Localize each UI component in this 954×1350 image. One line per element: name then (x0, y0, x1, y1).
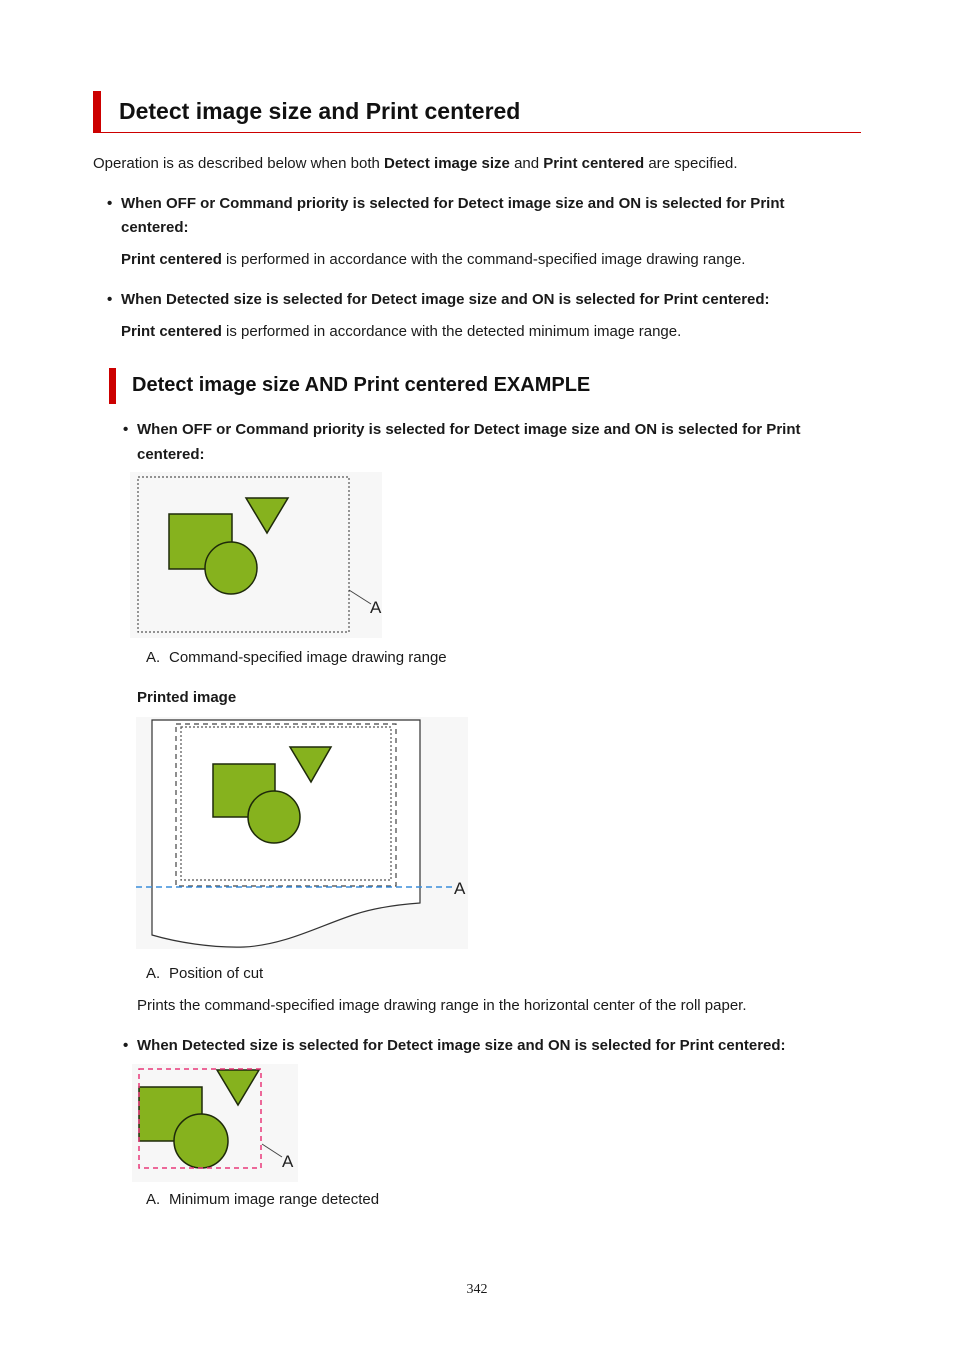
bullet-2-desc (121, 320, 681, 344)
figure-3-caption: Minimum image range detected (169, 1191, 380, 1208)
intro-paragraph (93, 152, 738, 176)
bullet-2-desc-text: is performed in accordance with the detected minimum image range. (221, 323, 682, 340)
intro-text-3: are specified. (644, 155, 738, 172)
heading-accent-bar (93, 91, 101, 133)
bullet-dot: • (107, 291, 113, 308)
circle-shape (248, 791, 300, 843)
figure-2-caption: Position of cut (169, 965, 264, 982)
bullet-1-desc (121, 248, 745, 272)
example-bullet-1-line-2: centered: (137, 446, 205, 463)
page-title: Detect image size and Print centered (119, 98, 521, 124)
figure-3-caption-letter: A. (146, 1191, 161, 1208)
bullet-dot: • (107, 195, 113, 212)
example-bullet-1-line-1: When OFF or Command priority is selected for Detect image size and ON is selected for Print (137, 421, 801, 438)
figure-printed-image (136, 717, 472, 953)
figure-command-range (130, 472, 390, 640)
bullet-2-line-1: When Detected size is selected for Detect image size and ON is selected for Print centered: (121, 291, 770, 308)
bullet-2-desc-bold: Print centered (121, 323, 222, 340)
printed-image-label: Printed image (137, 689, 237, 706)
section-heading: Detect image size AND Print centered EXAMPLE (132, 374, 591, 396)
bullet-dot: • (123, 1037, 129, 1054)
figure-label-a: A (454, 879, 466, 898)
bullet-1-line-2: centered: (121, 219, 189, 236)
figure-2-description: Prints the command-specified image drawing range in the horizontal center of the roll paper. (137, 997, 747, 1014)
page-number: 342 (466, 1282, 488, 1297)
example-bullet-2: When Detected size is selected for Detect image size and ON is selected for Print centered: (137, 1037, 786, 1054)
bullet-1-desc-text: is performed in accordance with the command-specified image drawing range. (221, 251, 746, 268)
figure-detected-range (132, 1064, 302, 1184)
figure-background (130, 472, 382, 638)
subheading-accent-bar (109, 368, 116, 404)
intro-bold-1: Detect image size (384, 155, 510, 172)
heading-rule (101, 132, 861, 133)
figure-1-caption: Command-specified image drawing range (169, 649, 447, 666)
bullet-1-line-1: When OFF or Command priority is selected for Detect image size and ON is selected for Print (121, 195, 785, 212)
intro-text-2: and (509, 155, 544, 172)
circle-shape (174, 1114, 228, 1168)
figure-2-caption-letter: A. (146, 965, 161, 982)
figure-label-a: A (370, 598, 382, 617)
figure-1-caption-letter: A. (146, 649, 161, 666)
intro-text-1: Operation is as described below when both (93, 155, 385, 172)
bullet-dot: • (123, 421, 129, 438)
intro-bold-2: Print centered (543, 155, 645, 172)
bullet-1-desc-bold: Print centered (121, 251, 222, 268)
circle-shape (205, 542, 257, 594)
figure-label-a: A (282, 1152, 294, 1171)
